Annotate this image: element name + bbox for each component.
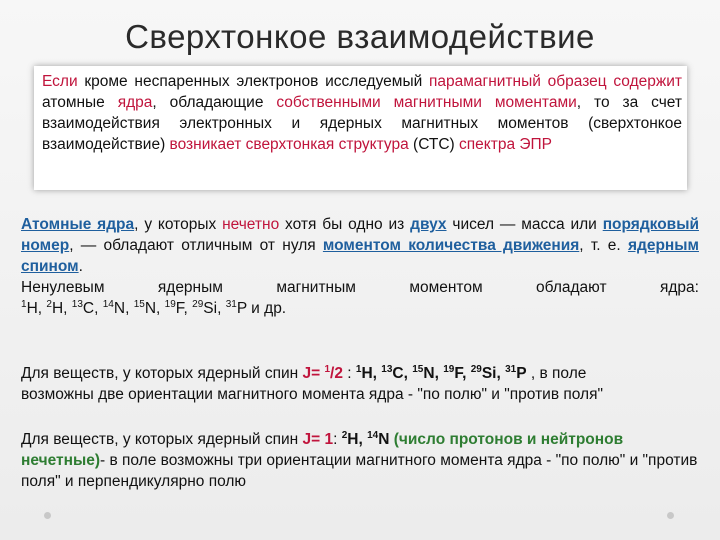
nucleus: $^{15}$N,: [133, 298, 165, 317]
nucleus: $^{14}$N: [367, 429, 390, 448]
text-fragment: - в поле возможны три ориентации магнитного момента ядра - "по полю" и "против поля" и перпендикулярно полю: [21, 452, 698, 490]
paragraph-spin-one: [21, 429, 699, 492]
nuclei-list: [342, 431, 390, 448]
nucleus: $^{14}$N,: [102, 298, 134, 317]
text-fragment: :: [333, 431, 342, 448]
text-fragment: нечетно: [222, 216, 280, 233]
paragraph-nuclear-spin: [21, 214, 699, 319]
text-fragment: Для веществ, у которых ядерный спин: [21, 431, 303, 448]
word: ядра:: [659, 279, 699, 296]
justified-line: [21, 277, 699, 298]
nuclei-list: [21, 298, 699, 319]
text-fragment: , — обладают отличным от нуля: [69, 237, 323, 254]
text-fragment: Для веществ, у которых ядерный спин: [21, 365, 303, 382]
nucleus: $^1$H,: [355, 363, 382, 382]
nucleus: $^{13}$C,: [381, 363, 413, 382]
decorative-dot: [667, 512, 674, 519]
paragraph-spin-half: [21, 363, 699, 405]
word: моментом: [409, 279, 483, 296]
text-fragment: , т. е.: [579, 237, 628, 254]
nucleus: $^{31}$P: [505, 363, 527, 382]
link-atomic-number[interactable]: порядковый номер: [21, 216, 699, 254]
text-fragment: хотя бы одно из: [279, 216, 411, 233]
text-fragment: , обладающие: [152, 94, 277, 111]
text-fragment: возможны две ориентации магнитного момента ядра - "по полю" и "против поля": [21, 386, 603, 403]
link-angular-momentum[interactable]: моментом количества движения: [322, 237, 580, 254]
link-two[interactable]: двух: [410, 216, 447, 233]
text-fragment: , у которых: [134, 216, 223, 233]
nucleus: $^{15}$N,: [412, 363, 444, 382]
word: магнитным: [276, 279, 356, 296]
spin-value: J= $^1$/2: [302, 363, 343, 382]
text-fragment: атомные: [42, 94, 118, 111]
text-fragment: (СТС): [408, 136, 460, 153]
text-fragment: кроме неспаренных электронов исследуемый: [77, 73, 430, 90]
text-fragment: собственными магнитными моментами: [276, 94, 577, 111]
word: ядерным: [157, 279, 223, 296]
link-nuclear-spin[interactable]: ядерным спином: [21, 237, 699, 275]
nucleus: $^{13}$C,: [71, 298, 103, 317]
text-fragment: , то за счет взаимодействия электронных и ядерных магнитных моментов (сверхтонкое взаимодействие): [42, 94, 682, 153]
nucleus: $^{29}$Si,: [470, 363, 506, 382]
text-fragment: парамагнитный образец содержит: [429, 73, 682, 90]
text-fragment: .: [78, 258, 83, 275]
text-fragment: спектра ЭПР: [459, 136, 553, 153]
decorative-dot: [44, 512, 51, 519]
spin-value: J= 1: [302, 431, 334, 448]
nucleus: $^2$H,: [46, 298, 72, 317]
nuclei-list: [356, 365, 527, 382]
text-fragment: ядра: [117, 94, 153, 111]
text-fragment: возникает сверхтонкая структура: [169, 136, 409, 153]
link-atomic-nuclei[interactable]: Атомные ядра: [21, 216, 135, 233]
word: Ненулевым: [21, 279, 105, 296]
nucleus: $^{31}$P и др.: [225, 298, 287, 317]
word: обладают: [536, 279, 607, 296]
nucleus: $^{19}$F,: [164, 298, 193, 317]
text-fragment: :: [342, 365, 356, 382]
nucleus: $^1$H,: [21, 298, 47, 317]
nucleus: $^{29}$Si,: [192, 298, 226, 317]
nucleus: $^2$H,: [341, 429, 368, 448]
text-fragment: Если: [42, 73, 78, 90]
text-fragment: (число протонов и нейтронов нечетные): [21, 431, 624, 469]
page-title: Сверхтонкое взаимодействие: [125, 18, 595, 55]
text-fragment: чисел — масса или: [446, 216, 603, 233]
nucleus: $^{19}$F,: [443, 363, 471, 382]
paragraph-hyperfine-definition: [42, 71, 682, 155]
text-fragment: , в поле: [526, 365, 587, 382]
